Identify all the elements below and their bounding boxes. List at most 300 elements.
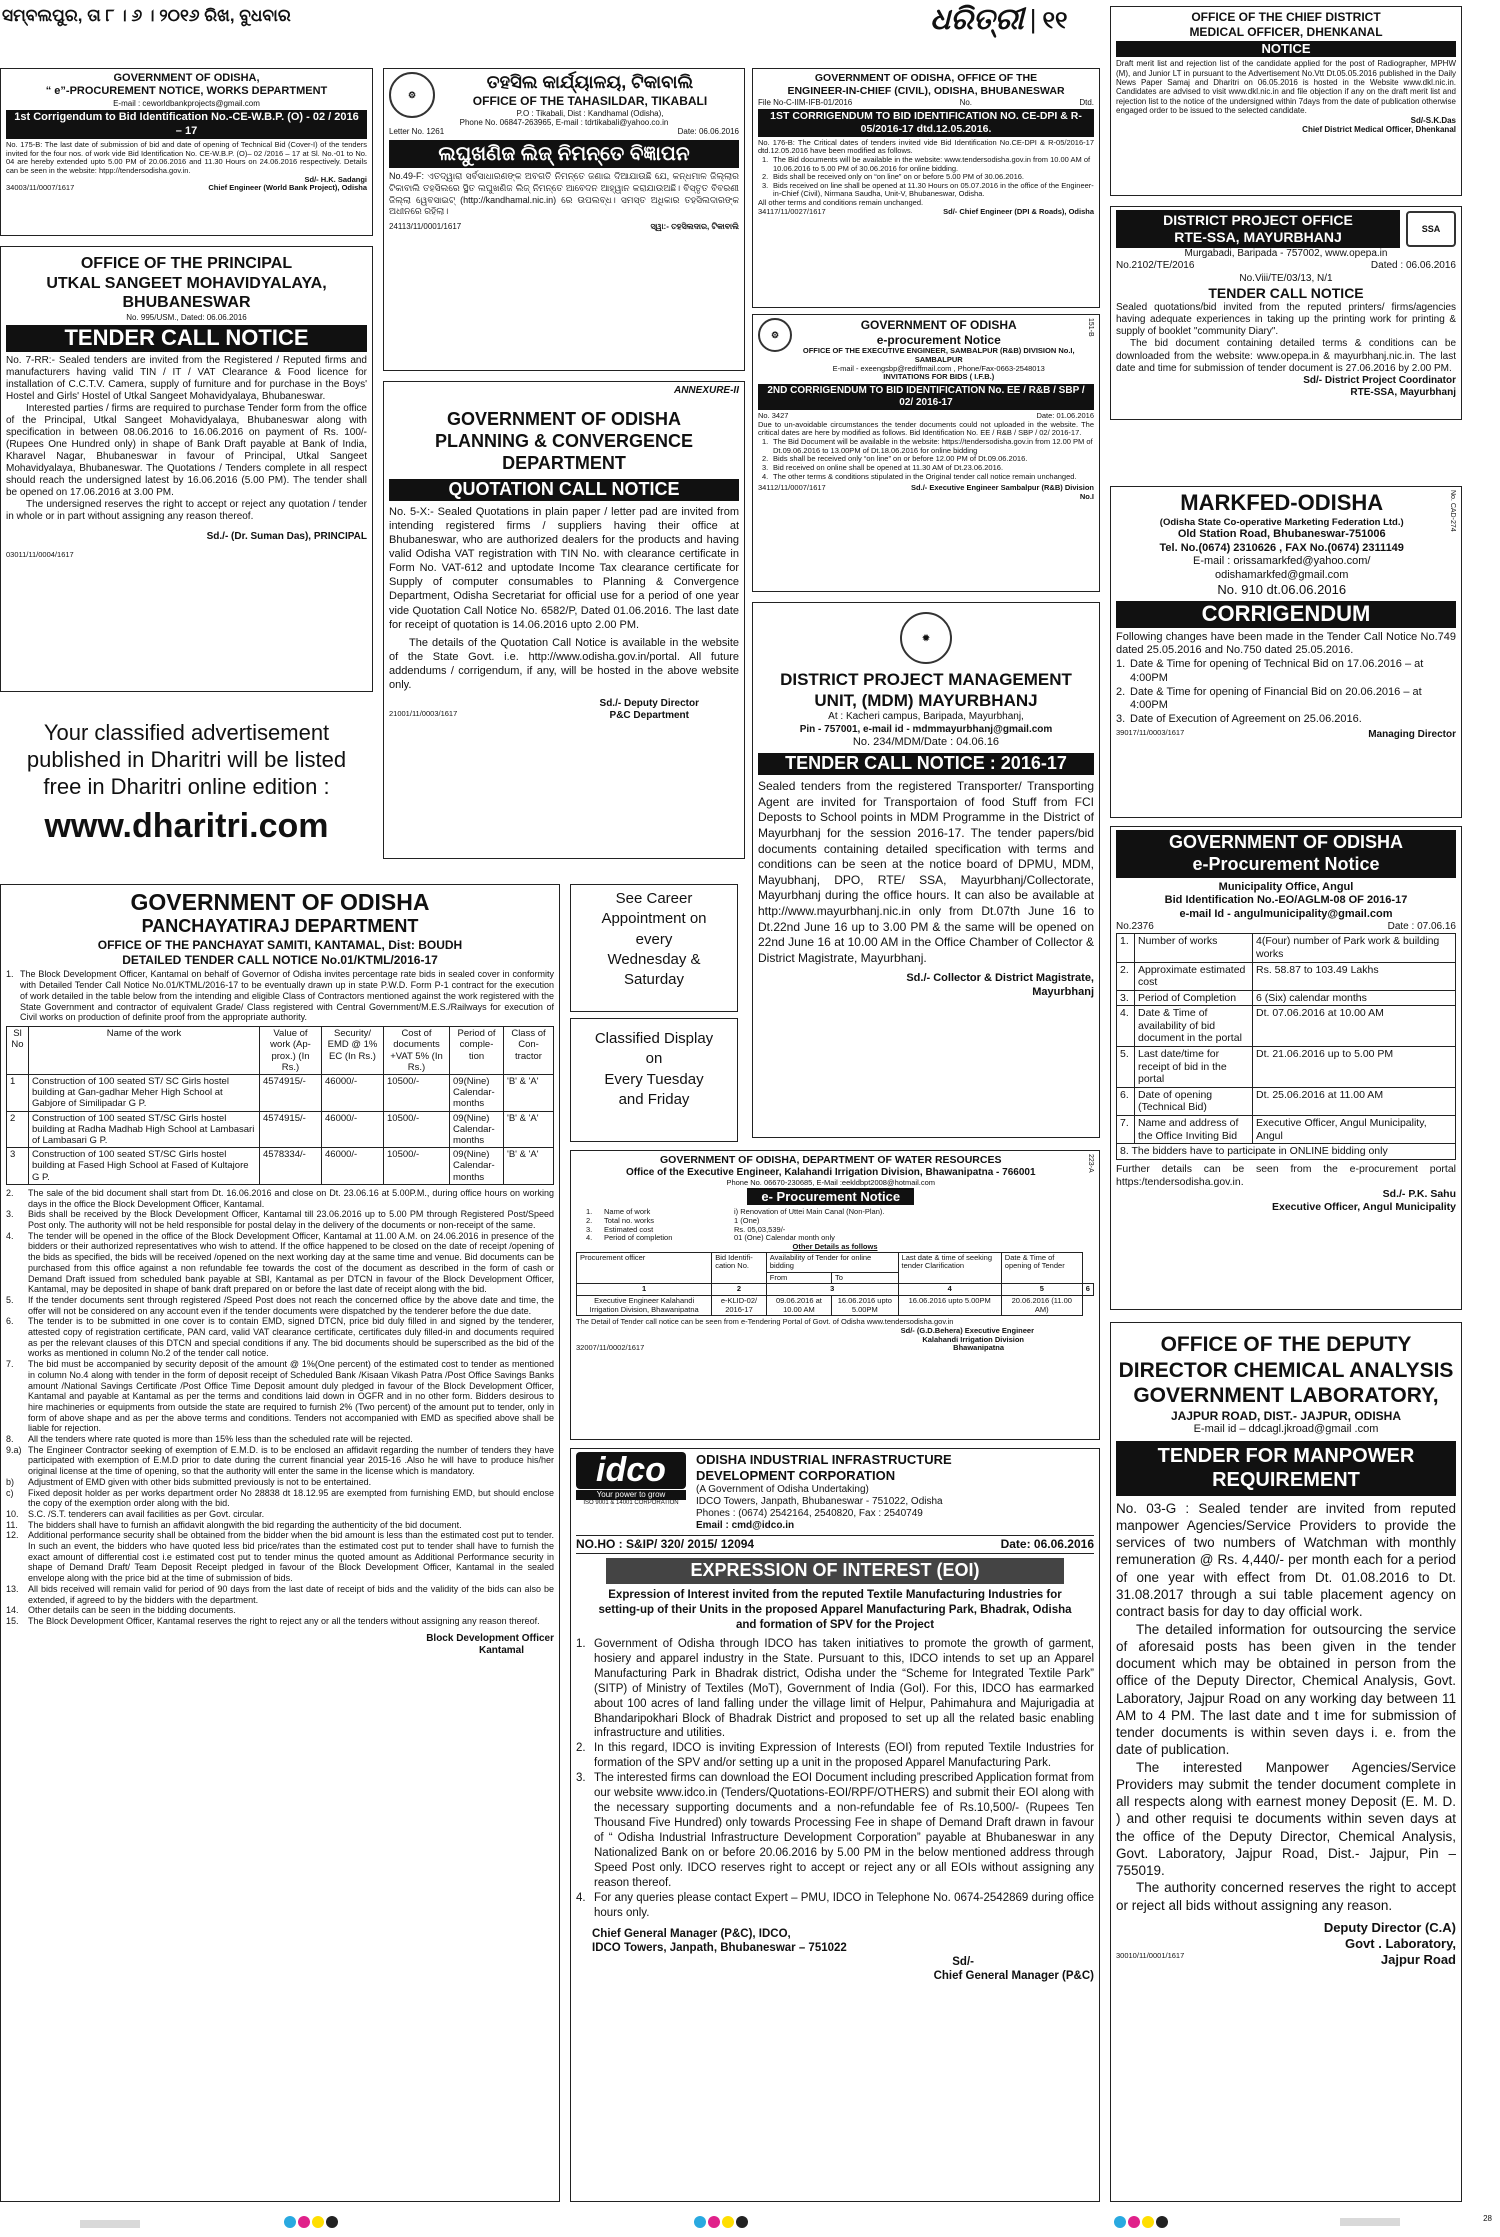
table-cell: Date & Time of availability of bid document in the portal: [1135, 1006, 1253, 1047]
ad-item: Bids shall be received only “on line” on or before 12.00 PM of Dt.09.06.2016.: [773, 454, 1028, 464]
ad-date: Date: 06.06.2016: [677, 127, 739, 137]
page-number: ୧୧: [1042, 6, 1068, 34]
table-cell: 4(Four) number of Park work & building works: [1253, 934, 1456, 962]
ad-item: Bids shall be received only on “on line” on or before 5.00 PM of 30.06.2016.: [773, 172, 1024, 182]
ad-subheading: Other Details as follows: [792, 1241, 878, 1251]
ad-email: e-mail Id - angulmunicipality@gmail.com: [1179, 907, 1393, 920]
list-item: [6, 1605, 554, 1616]
ad-address: P.O : Tikabali, Dist : Kandhamal (Odisha),: [516, 108, 664, 118]
item-text: If the tender documents sent through registered /Speed Post does not reach the concerned office by the above date and time, the offer will not be considered on any account even if the tender documents were dispatched by the tenderer before the due date.: [28, 1294, 554, 1316]
idco-cert: ISO 9001 & 14001 CORPORATION: [583, 1500, 679, 1507]
ad-signatory: Chief District Medical Officer, Dhenkanal: [1302, 125, 1456, 135]
ad-body: Sealed tenders from the registered Transporter/ Transporting Agent are invited for Transportaion of food Stuff from FCI Deposts to School points in MDM Programme in the District of Mayurbhanj for the session 2016-17. The tender papers/bid documents containing detailed specification with terms and conditions can be seen at the notice board of DPMU, MDM, Mayubhanj, DPO, RTE/ SSA, Mayurbhanj/Collectorate, Mayurbhanj during the office hours. It can also be available at http://www.mayurbhanj.nic.in only from Dt.07th June 16 to Dt.22nd June 16 up to 3.00 PM & the same will be opened on 22nd June 16 at 10.00 AM in the Office Chamber of Collector & District Magistrate, Mayurbhanj.: [758, 779, 1094, 965]
info-cell: 01 (One) Calendar month only: [734, 1233, 835, 1243]
table-cell: Date of opening (Technical Bid): [1135, 1087, 1253, 1115]
ad-title-2: PLANNING & CONVERGENCE: [434, 431, 694, 452]
works-table: [6, 1026, 554, 1185]
ad-title-3: DEPARTMENT: [502, 453, 626, 474]
promo-line-1: Your classified advertisement: [43, 720, 330, 745]
list-item: [6, 1434, 554, 1445]
ad-address-1: Chief General Manager (P&C), IDCO,: [592, 1927, 791, 1940]
ad-date: Date: 01.06.2016: [1036, 411, 1094, 421]
info-cell: Name of work: [604, 1207, 651, 1217]
ad-signatory: P&C Department: [609, 710, 689, 722]
table-header: Availability of Tender for online bidding: [766, 1252, 898, 1272]
ad-no: No. 910 dt.06.06.2016: [1217, 582, 1347, 598]
ad-contact: Phone No. 06670-230685, E-Mail :eekldbpt2008@hotmail.com: [726, 1177, 936, 1187]
emblem-icon: ✹: [900, 612, 952, 664]
ad-address: IDCO Towers, Janpath, Bhubaneswar - 751022, Odisha: [696, 1495, 943, 1507]
ad-code: 21001/11/0003/1617: [389, 709, 458, 719]
ad-item: Bids received on line shall be opened at 11.30 Hours on 05.07.2016 in the office of the Engineer-in-Chief (Civil), Nirmana Saudha, Unit-V, Bhubaneswar, Odisha.: [773, 180, 1094, 199]
ad-rtessa: [1110, 206, 1462, 420]
ad-engineer: GOVERNMENT OF ODISHA, OFFICE OF THE ENGINEER-IN-CHIEF (CIVIL), ODISHA, BHUBANESWAR File No-C-IIM-IFB-01/2016 No. Dtd. 1ST CORRIGENDUM TO BID IDENTIFICATION NO. CE-DPI & R-05/2016-17 dtd.12.05.2016. No. 176-B: The Critical dates of tenders invited vide Bid Identification No.CE-DPI & R-05/2016-17 dtd.12.05.2016 have been modified as follows. 1. The Bid documents will be available in the website: www.tendersodisha.gov.in from 10.00 AM of 10.06.2016 to 5.00 PM of 30.06.2016 for online bidding. 2. Bids shall be received only on “on line” on or before 5.00 PM of 30.06.2016. 3. Bids received on line shall be opened at 11.30 Hours on 05.07.2016 in the office of the Engineer-in-Chief (Civil), Nirmana Saudha, Unit-V, Bhubaneswar, Odisha. All other terms and conditions remain unchanged. 34117/11/0027/1617 Sd/- Chief Engineer (DPI & Roads), Odisha: [752, 68, 1100, 308]
table-cell: 2: [712, 1284, 767, 1296]
table-header: Period of comple-tion: [450, 1027, 504, 1075]
ad-title: ODISHA INDUSTRIAL INFRASTRUCTURE: [696, 1452, 952, 1467]
item-text: Additional performance security shall be obtained from the bidder when the bid amount is less than the estimated cost put to tender. In such an event, the bidders who have quoted less bid price/rates than the estimated cost put to tender shall have to furnish the exact amount of differential cost i.e estimated cost put to tender minus the quoted amount as Additional Performance security in shape of Demand Draft/ Team Deposit Receipt pledged in favour of the Block Development Officer, Kantamal in the sealed envelope along with the price bid at the time of submission of bids.: [28, 1530, 554, 1584]
table-cell: 5: [1001, 1284, 1082, 1296]
list-item: [6, 1209, 554, 1230]
table-header: Last date & time of seeking tender Clarification: [898, 1252, 1001, 1284]
ad-title: GOVERNMENT OF ODISHA,: [113, 72, 260, 84]
ad-phone: Phone No. 06847-263965, E-mail : tdrtikabali@yahoo.co.in: [459, 118, 669, 128]
ad-code: 34112/11/0007/1617: [758, 483, 826, 493]
ad-note: Further details can be seen from the e-procurement portal https:/tendersodisha.gov.in.: [1116, 1162, 1456, 1188]
ad-bar: TENDER CALL NOTICE: [6, 325, 367, 352]
ad-title-2: UTKAL SANGEET MOHAVIDYALAYA,: [46, 274, 327, 292]
item-text: Fixed deposit holder as per works department order No 28838 dt 18.12.95 are exempted from furnishing EMD, but should enclose the copy of the exemption order along with the bid.: [28, 1487, 554, 1509]
table-header: Bid Identifi-cation No.: [712, 1252, 767, 1284]
table-header: Name of the work: [29, 1027, 260, 1075]
table-row: [1117, 990, 1456, 1006]
ad-item: The Block Development Officer, Kantamal on behalf of Governor of Odisha invites percentage rate bids in sealed cover in conformity with Detailed Tender Call Notice No.01/KTML/2016-17 to be eventually drawn up in state P.W.D. Form P-1 contract for the execution of work detailed in the table below from the intending and eligible Class of Contractors mentioned against the work registered with the State Government and contractor of equivalent Grade/ Class registered with Central Government/M.E.S./Railways for execution of Civil works on production of definite proof from the appropriate authority.: [20, 969, 554, 1023]
ad-signatory: Managing Director: [1368, 728, 1456, 740]
table-cell: Construction of 100 seated ST/SC Girls hostel building at Radha Madhab High School at Lambasari of Lambasari G P.: [29, 1111, 260, 1148]
item-text: S.C. /S.T. tenderers can avail facilities as per Govt. circular.: [28, 1508, 265, 1519]
newspaper-name: ଧରିତ୍ରୀ: [930, 3, 1024, 36]
ad-sambalpur: ⚙ GOVERNMENT OF ODISHA e-procurement Notice OFFICE OF THE EXECUTIVE ENGINEER, SAMBALPUR (R&B) DIVISION No.I, SAMBALPUR E-mail - exeengsbp@rediffmail.com , Phone/Fax-0663-2548013 INVITATIONS FOR BIDS ( I.F.B.) 151-B 2ND CORRIGENDUM TO BID IDENTIFICATION No. EE / R&B / SBP / 02/ 2016-17 No. 3427 Date: 01.06.2016 Due to un-avoidable circumstances the tender documents could not uploaded in the website. The critical dates are here by modified as follows. Bid Identification No. EE / R&B / SBP / 02/ 2016-17. 1. The Bid Document will be available in the website: https://tendersodisha.gov.in from 12.00 PM of Dt.09.06.2016 to 13.00PM of Dt.18.06.2016 for online bidding 2. Bids shall be received only “on line” on or before 12.00 PM of Dt.09.06.2016. 3. Bid received on online shall be opened at 11.30 AM of Dt.23.06.2016. 4. The other terms & conditions stipulated in the Original tender call notice remain unchanged. 34112/11/0007/1617 Sd./- Executive Engineer Sambalpur (R&B) Division No.I: [752, 314, 1100, 592]
ad-intro: Following changes have been made in the Tender Call Notice No.749 dated 25.05.2016 and No.750 dated 25.05.2016.: [1116, 630, 1456, 657]
list-item: [6, 1477, 554, 1488]
list-item: [6, 1509, 554, 1520]
ad-title: OFFICE OF THE DEPUTY: [1160, 1333, 1412, 1356]
ad-date: Date : 07.06.16: [1387, 921, 1456, 933]
info-cell: 1.: [586, 1207, 593, 1217]
item-number: 5.: [6, 1294, 14, 1305]
ad-side-code: 223-A: [1087, 1154, 1094, 1173]
info-cell: Total no. works: [604, 1216, 655, 1226]
ad-mdm: [752, 602, 1100, 1138]
item-number: 6.: [6, 1316, 14, 1327]
ad-body-4: The authority concerned reserves the right to accept or reject all bids without assigning any reason.: [1116, 1880, 1456, 1913]
table-row: [7, 1111, 554, 1148]
ad-title: GOVERNMENT OF ODISHA, OFFICE OF THE: [814, 72, 1038, 84]
ad-heading: TENDER CALL NOTICE: [1208, 284, 1364, 301]
angul-details-table: [1116, 933, 1456, 1160]
ad-body-3: The interested Manpower Agencies/Service Providers may submit the tender document complete in all respects along with earnest money Deposit (E. M. D. ) and other requisi te documents within seven days at the office of the Deputy Director, Chemical Analysis, Govt. Laboratory, Jajpur Road, Dist.- Jajpur, Pin – 755019.: [1116, 1759, 1456, 1879]
item-text: All the tenders where rate quoted is more than 15% less than the scheduled rate will be rejected.: [28, 1434, 413, 1445]
print-page-no: 28: [1483, 2214, 1492, 2223]
promo-url[interactable]: www.dharitri.com: [44, 807, 329, 846]
ad-title-odia: ତହସିଲ କାର୍ଯ୍ୟାଳୟ, ଟିକାବାଲି: [486, 72, 694, 92]
table-cell: 3: [7, 1148, 29, 1185]
ad-body: No. 175-B: The last date of submission of bid and date of opening of Technical Bid (Cover-I) of the tenders invited for the four nos. of work vide Bid Identification No. CE-W.B.P. (O)– 02 /2016 – 17 at Sl. No.-01 to No. 04 are hereby extended upto 5.00 PM of 20.06.2016 and 11.30 Hours on 24.06.2016 respectively. Details can be seen in the website: htpp://tendersodisha.gov.in.: [6, 140, 367, 175]
ad-signature: Sd/-S.K.Das: [1410, 115, 1456, 125]
ad-idco: [570, 1448, 1100, 2202]
ad-signatory-2: Bhawanipatna: [953, 1343, 1004, 1353]
ad-no: No. 234/MDM/Date : 04.06.16: [852, 735, 1000, 748]
item-text: The interested firms can download the EOI Document including prescribed Application format from our website www.idco.in (Tenders/Quotations-EOI/RPF/OTHERS) and submit their EOI along with the necessary supporting documents and a non-refundable fee of Rs.10,500/- (Rupees Ten Thousand Five Hundred) only towards Processing Fee in shape of Demand Draft drawn in favour of “ Odisha Industrial Infrastructure Development Corporation” payable at Bhubaneswar in any Nationalized Bank on or before 20.06.2016 by 5.00 PM in the below mentioned address through Speed Post only. IDCO reserves right to accept or reject any or all EOIs without assigning any reason thereof.: [594, 1772, 1094, 1889]
table-cell: Dt. 25.06.2016 at 11.00 AM: [1253, 1087, 1456, 1115]
career-line: Saturday: [623, 971, 685, 988]
ad-title: GOVERNMENT OF ODISHA: [860, 318, 1017, 332]
ad-subtitle: “ e”-PROCUREMENT NOTICE, WORKS DEPARTMENT: [45, 85, 328, 98]
ad-title-2: DEVELOPMENT CORPORATION: [696, 1467, 896, 1483]
ad-body: No. 7-RR:- Sealed tenders are invited from the Registered / Reputed firms and manufacturers having valid TIN / IT / VAT Clearance & Food licence for installation of C.C.T.V. Camera, supply of furniture and for purchase in the Boys' Hostel and Girls' Hostel of Utkal Sangeet Mohavidyalaya, Bhubaneswar.: [6, 354, 367, 402]
career-line: Wednesday &: [607, 950, 701, 968]
ad-body: No.49-F: ଏତଦ୍ୱାରା ସର୍ବସାଧାରଣଙ୍କ ଅବଗତି ନିମନ୍ତେ ଜଣାଇ ଦିଆଯାଉଛି ଯେ, କନ୍ଧମାଳ ଜିଲ୍ଲାର ଟିକାବାଲି ତହସିଲରେ ସ୍ଥିତ ଲଘୁଖଣିଜ ଲିଜ୍ ନିମନ୍ତେ ଆବେଦନ ଆହ୍ୱାନ କରାଯାଉଅଛି। ବିସ୍ତୃତ ବିବରଣୀ ଜିଲ୍ଲା ୱେବସାଇଟ୍ (http://kandhamal.nic.in) ରେ ଉପଲବ୍ଧ। ସମସ୍ତ ଅଧିକାର ତହସିଲଦାରଙ୍କ ଅଧୀନରେ ରହିଲା।: [389, 171, 739, 217]
registration-marks-icon: [0, 2208, 1500, 2237]
classified-line: Every Tuesday: [604, 1070, 704, 1088]
list-item: [6, 1445, 554, 1477]
ad-signature: Sd/-: [952, 1955, 974, 1968]
ad-signatory: Sd./- Executive Engineer Sambalpur (R&B) Division No.I: [911, 483, 1094, 501]
table-cell: 1: [7, 1075, 29, 1112]
ad-code: 39017/11/0003/1617: [1116, 727, 1185, 737]
promo-line-2: published in Dharitri will be listed: [26, 746, 347, 772]
table-cell: 2: [7, 1111, 29, 1148]
list-item: [576, 1637, 1094, 1742]
ad-title-3: GOVERNMENT LABORATORY,: [1133, 1384, 1439, 1408]
table-cell: Construction of 100 seated ST/ SC Girls hostel building at Gan-gadhar Meher High School at Gabjore of Similipadar G P.: [29, 1075, 260, 1112]
idco-tagline: Your power to grow: [576, 1490, 686, 1500]
table-cell: Last date/time for receipt of bid in the portal: [1135, 1047, 1253, 1088]
ad-title-2: DIRECTOR CHEMICAL ANALYSIS: [1118, 1358, 1454, 1382]
ad-title: OFFICE OF THE CHIEF DISTRICT: [1191, 10, 1381, 24]
classified-line: Classified Display: [594, 1030, 714, 1047]
career-line: See Career: [615, 890, 693, 907]
table-cell: Name and address of the Office Inviting Bid: [1135, 1116, 1253, 1144]
list-item: [576, 1741, 1094, 1771]
table-row: 8. The bidders have to participate in ONLINE bidding only: [1117, 1144, 1456, 1160]
career-boxes: [570, 884, 738, 1144]
table-cell: 20.06.2016 (11.00 AM): [1001, 1296, 1082, 1316]
table-cell: 5.: [1117, 1047, 1135, 1088]
item-number: 13.: [6, 1583, 19, 1594]
ad-item: The Bid Document will be available in the website: https://tendersodisha.gov.in from 12.00 PM of Dt.09.06.2016 to 13.00PM of Dt.18.06.2016 for online bidding: [773, 437, 1093, 455]
ad-side-code: No. CAD-274: [1449, 490, 1456, 532]
table-cell: Approximate estimated cost: [1135, 962, 1253, 990]
ad-address: Murgabadi, Baripada - 757002, www.opepa.in: [1184, 248, 1388, 260]
ad-subtitle: PANCHAYATIRAJ DEPARTMENT: [141, 916, 419, 937]
ad-note: The Detail of Tender call notice can be seen from e-Tendering Portal of Govt. of Odisha www.tendersodisha.gov.in: [576, 1317, 954, 1327]
info-row: [586, 1217, 1094, 1226]
table-cell: 1: [577, 1284, 712, 1296]
ad-signature: Sd/- District Project Coordinator: [1303, 374, 1456, 386]
list-item: [6, 1530, 554, 1584]
table-cell: Dt. 07.06.2016 at 10.00 AM: [1253, 1006, 1456, 1047]
table-cell: Construction of 100 seated ST/SC Girls hostel building at Fased High School at Fased of Kultajore G P.: [29, 1148, 260, 1185]
item-number: 9.a): [6, 1444, 22, 1455]
table-cell: Rs. 58.87 to 103.49 Lakhs: [1253, 962, 1456, 990]
table-cell: 6: [1082, 1284, 1093, 1296]
table-cell: 6.: [1117, 1087, 1135, 1115]
table-cell: 10500/-: [384, 1148, 450, 1185]
item-number: 1.: [576, 1637, 586, 1650]
ad-email: E-mail : orissamarkfed@yahoo.com/: [1193, 555, 1371, 568]
ad-bid-id: Bid Identification No.-EO/AGLM-08 OF 2016-17: [1164, 894, 1408, 907]
ad-title: DISTRICT PROJECT MANAGEMENT: [780, 670, 1072, 689]
table-cell: 4574915/-: [260, 1111, 322, 1148]
table-cell: 1.: [1117, 934, 1135, 962]
ad-sangeet: [0, 246, 373, 692]
ad-bar: TENDER CALL NOTICE : 2016-17: [758, 753, 1094, 775]
ad-contact: E-mail - exeengsbp@rediffmail.com , Phone/Fax-0663-2548013: [832, 363, 1045, 373]
table-cell: 46000/-: [322, 1111, 384, 1148]
ad-signatory-3: Jajpur Road: [1380, 1951, 1456, 1967]
list-item: [6, 1316, 554, 1359]
ad-intro: Due to un-avoidable circumstances the tender documents could not uploaded in the website. The critical dates are here by modified as follows. Bid Identification No. EE / R&B / SBP / 02/ 2016-17.: [758, 419, 1094, 438]
ad-tahasil: [383, 68, 745, 371]
print-registration-marks: [0, 2208, 1500, 2237]
list-item: [6, 1584, 554, 1605]
table-cell: 46000/-: [322, 1148, 384, 1185]
item-text: Adjustment of EMD given with other bids submitted previously is not to be entertained.: [28, 1476, 372, 1487]
table-row: [1117, 1087, 1456, 1115]
ad-panchayat: GOVERNMENT OF ODISHA PANCHAYATIRAJ DEPARTMENT OFFICE OF THE PANCHAYAT SAMITI, KANTAMAL, Dist: BOUDH DETAILED TENDER CALL NOTICE No.01/KTML/2016-17 1. The Block Development Officer, Kantamal on behalf of Governor of Odisha invites percentage rate bids in sealed cover in conformity with Detailed Tender Call Notice No.01/KTML/2016-17 to be eventually drawn up in state P.W.D. Form P-1 contract for the execution of work detailed in the table below from the intending and eligible Class of Contractors mentioned against the work registered with the State Government and contractor of equivalent Grade/ Class registered with Central Government/M.E.S./Railways for execution of Civil works on production of definite proof from the appropriate authority. Sl No Name of the work Value of work (Ap-prox.) (In Rs.) Security/ EMD @ 1% EC (In Rs.) Cost of documents +VAT 5% (In Rs.) Period of comple-tion Class of Con-tractor 1 Construction of 100 seated ST/ SC Girls hostel building at Gan-gadhar Meher High School at Gabjore of Similipadar G P. 4574915/- 46000/- 10500/- 09(Nine) Calendar-months 'B' & 'A' 2 Construction of 100 seated ST/SC Girls hostel building at Radha Madhab High School at Lambasari of Lambasari G P. 4574915/- 46000/- 10500/- 09(Nine) Calendar-months 'B' & 'A' 3 Construction of 100 seated ST/SC Girls hostel building at Fased High School at Fased of Kultajore G P. 4578334/- 46000/- 10500/- 09(Nine) Calendar-months 'B' & 'A' 2. The sale of the bid document shall start from Dt. 16.06.2016 and close on Dt. 23.06.16 at 5.00P.M., during office hours on working days in the office the Block Development Officer, Kantamal. 3. Bids shall be received by the Block Development Officer, Kantamal till 23.06.2016 up to 5.00 PM through Registered Post/Speed Post only. The authority will not be held responsible for postal delay in the delivery of the documents or non-receipt of the same. 4. The tender will be opened in the office of the Block Development Officer, Kantamal at 11.00 A.M. on 24.06.2016 in presence of the bidders or their authorized representatives who wish to attend. If the office happened to be closed on the date of receipt /opening of the bids as specified, the bids will be received /opened on the next working day at the same time and venue. Bid documents can be purchased from this office against a non refundable fee towards the cost of the document as described in the form of cash or Demand Draft issued from scheduled bank payable at SBI, Kantamal as per DTCN in favour of the Block Development Officer, Kantamal, may be deposited in shape of bank draft prepared on or before the last date of receipt along with the bid. 5. If the tender documents sent through registered /Speed Post does not reach the concerned office by the above date and time, the offer will not be considered on any account even if the tender documents were dispatched by the tenderer before the due date. 6. The tender is to be submitted in one cover is to contain EMD, signed DTCN, price bid duly filled in and signed by the tenderer, attested copy of registration certificate, PAN card, valid VAT clearance certificate, certificates duly filled-in and documents required as per the relevant clauses of this DTCN and special conditions if any. The bid documents should be superscribed as the bid of the works as mentioned in column No.2 of the tender call notice. 7. The bid must be accompanied by security deposit of the amount @ 1%(One percent) of the estimated cost to tender as mentioned in column No.4 along with tender in the form of deposit receipt of Scheduled Bank /Kisaan Vikash Patra /Post Office Savings Banks amount /National Savings Certificate /Post Office Time Deposit amount duly pledged in favour of the Block Development Officer, Kantamal and payable at Kantamal as per the terms and conditions laid down in OGFR and in no other form. Bidders desirous to hire machineries or equipments from outside the state are required to furnish 2% (Two percent) of the amount put to tender, only in form of above shape and as per the above terms and conditions. Tenders not accompanied with EMD as specified above shall be liable for rejection. 8. All the tenders where rate quoted is more than 15% less than the scheduled rate will be rejected. 9.a) The Engineer Contractor seeking of exemption of E.M.D. is to be enclosed an affidavit regarding the number of tenders they have participated with exemption of E.M.D prior to date during the current financial year 2015-16 .Also he will have to produce his/her original license at the time of opening, so that the authority will enter the same in the license which is mandatory. b) Adjustment of EMD given with other bids submitted previously is not to be entertained. c) Fixed deposit holder as per works department order No 28838 dt 18.12.95 are exempted from furnishing EMD, but should enclose the copy of the exemption order along with the bid. 10. S.C. /S.T. tenderers can avail facilities as per Govt. circular. 11. The bidders shall have to furnish an affidavit alongwith the bid regarding the authenticity of the bid document. 12. Additional performance security shall be obtained from the bidder when the bid amount is less than the estimated cost put to tender. In such an event, the bidders who have quoted less bid price/rates than the estimated cost put to tender shall have to furnish the exact amount of differential cost i.e estimated cost put to tender minus the quoted amount as Additional Performance security in shape of Demand Draft/ Team Deposit Receipt pledged in favour of the Block Development Officer, Kantamal in the sealed envelope along with the price bid at the time of submission of bids. 13. All bids received will remain valid for period of 90 days from the last date of receipt of bids and the validity of the bids can also be extended, if agreed to by the bidders with the department. 14. Other details can be seen in the bidding documents. 15. The Block Development Officer, Kantamal reserves the right to reject any or all the tenders without assigning any reason thereof. Block Development Officer Kantamal: [0, 884, 560, 2202]
item-text: In this regard, IDCO is inviting Expression of Interests (EOI) from reputed Textile Industries for formation of the SPV and/or setting up a unit in the proposed Apparel Manufacturing Park.: [594, 1742, 1094, 1770]
ad-bar: ଲଘୁଖଣିଜ ଲିଜ୍ ନିମନ୍ତେ ବିଜ୍ଞାପନ: [389, 140, 739, 168]
ad-ref: No. 995/USM., Dated: 06.06.2016: [126, 312, 247, 322]
ad-worldbank: [0, 68, 373, 236]
career-line: Appointment on: [601, 910, 707, 928]
ad-no: No. 3427: [758, 411, 789, 421]
table-cell: Executive Officer, Angul Municipality, Angul: [1253, 1116, 1456, 1144]
table-header: Date & Time of opening of Tender: [1001, 1252, 1082, 1284]
career-line: every: [635, 930, 673, 948]
ad-date: Dated : 06.06.2016: [1370, 260, 1456, 272]
item-number: c): [6, 1487, 14, 1498]
ad-signature: Sd./- Deputy Director: [599, 698, 699, 710]
item-number: 15.: [6, 1616, 19, 1626]
table-cell: 'B' & 'A': [504, 1111, 554, 1148]
idco-logo-icon: idco: [576, 1452, 686, 1489]
table-header: To: [832, 1272, 899, 1284]
ad-subtitle: MEDICAL OFFICER, DHENKANAL: [1189, 24, 1383, 39]
list-item: [6, 1520, 554, 1531]
ad-signature: Sd./- Collector & District Magistrate,: [906, 972, 1094, 985]
item-number: 2.: [576, 1742, 586, 1755]
ad-address: JAJPUR ROAD, DIST.- JAJPUR, ODISHA: [1170, 1408, 1402, 1423]
item-text: The Block Development Officer, Kantamal reserves the right to reject any or all the tenders without assigning any reason thereof.: [28, 1616, 540, 1626]
ad-subtitle: (Odisha State Co-operative Marketing Federation Ltd.): [1159, 516, 1404, 528]
ad-item: Date & Time for opening of Technical Bid on 17.06.2016 – at 4:00PM: [1130, 658, 1424, 684]
ssa-logo-icon: SSA: [1406, 211, 1456, 247]
ad-subtitle: ENGINEER-IN-CHIEF (CIVIL), ODISHA, BHUBANESWAR: [787, 84, 1065, 97]
ad-signatory: Kalahandi Irrigation Division: [922, 1334, 1024, 1344]
info-cell: Rs. 05,03,539/-: [734, 1224, 786, 1234]
ad-signature: Sd/- (G.D.Behera) Executive Engineer: [900, 1325, 1034, 1335]
ad-subtitle: RTE-SSA, MAYURBHANJ: [1174, 229, 1342, 246]
info-cell: 3.: [586, 1224, 593, 1234]
table-header: Security/ EMD @ 1% EC (In Rs.): [322, 1027, 384, 1075]
table-cell: Executive Engineer Kalahandi Irrigation Division, Bhawanipatna: [577, 1296, 712, 1316]
table-header: From: [766, 1272, 831, 1284]
ad-no: No.2376: [1116, 921, 1154, 933]
table-cell: 09(Nine) Calendar-months: [450, 1148, 504, 1185]
ad-signatory: Chief General Manager (P&C): [933, 1969, 1094, 1982]
ad-code: 24113/11/0001/1617: [389, 222, 462, 232]
item-number: 8.: [6, 1434, 14, 1445]
ad-markfed: MARKFED-ODISHA (Odisha State Co-operative Marketing Federation Ltd.) Old Station Road, Bhubaneswar-751006 Tel. No.(0674) 2310626 , FAX No.(0674) 2311149 E-mail : orissamarkfed@yahoo.com/ odishamarkfed@gmail.com No. 910 dt.06.06.2016 No. CAD-274 CORRIGENDUM Following changes have been made in the Tender Call Notice No.749 dated 25.05.2016 and No.750 dated 25.05.2016. 1. Date & Time for opening of Technical Bid on 17.06.2016 – at 4:00PM 2. Date & Time for opening of Financial Bid on 20.06.2016 – at 4:00PM 3. Date of Execution of Agreement on 25.06.2016. 39017/11/0003/1617 Managing Director: [1110, 486, 1462, 818]
item-text: The bidders shall have to furnish an affidavit alongwith the bid regarding the authenticity of the bid document.: [28, 1519, 462, 1530]
dateline: ସମ୍ବଲପୁର, ତା ୮ । ୬ । ୨୦୧୬ ରିଖ, ବୁଧବାର: [2, 6, 291, 25]
ad-contact: Pin - 757001, e-mail id - mdmmayurbhanj@gmail.com: [799, 723, 1053, 735]
ad-signature: Sd./- P.K. Sahu: [1382, 1188, 1456, 1201]
ad-office: Municipality Office, Angul: [1218, 880, 1354, 893]
ad-subtitle: e-Procurement Notice: [1192, 853, 1380, 874]
ad-title: GOVERNMENT OF ODISHA: [130, 889, 430, 915]
ad-item: Date of Execution of Agreement on 25.06.2016.: [1130, 713, 1362, 726]
ad-title: GOVERNMENT OF ODISHA: [446, 409, 681, 430]
ad-signatory-2: Govt . Laboratory,: [1345, 1935, 1456, 1951]
item-text: The tender will be opened in the office of the Block Development Officer, Kantamal at 11.00 A.M. on 24.06.2016 in presence of the bidders or their authorized representatives who wish to attend. If the office happened to be closed on the date of receipt /opening of the bids as specified, the bids will be received /opened on the next working day at the same time and venue. Bid documents can be purchased from this office against a non refundable fee towards the cost of the document as described in the form of cash or Demand Draft issued from scheduled bank payable at SBI, Kantamal as per DTCN in favour of the Block Development Officer, Kantamal, may be deposited in shape of bank draft prepared on or before the last date of receipt along with the bid.: [28, 1230, 554, 1295]
info-cell: Estimated cost: [604, 1224, 654, 1234]
list-item: [6, 1295, 554, 1316]
ad-lab: [1110, 1322, 1462, 2202]
classified-line: on: [645, 1050, 663, 1068]
ad-email: Email : cmd@idco.in: [696, 1520, 795, 1532]
ad-file-no: File No-C-IIM-IFB-01/2016: [758, 97, 853, 107]
emblem-icon: ⚙: [758, 318, 792, 352]
ad-address: Old Station Road, Bhubaneswar-751006: [1177, 528, 1386, 541]
info-cell: Period of completion: [604, 1233, 673, 1243]
ad-body-3: The undersigned reserves the right to accept or reject any quotation / tender in whole or in part without assigning any reason thereof.: [6, 498, 367, 522]
table-cell: 6 (Six) calendar months: [1253, 990, 1456, 1006]
ad-signatory: Sd/- Chief Engineer (DPI & Roads), Odisha: [943, 206, 1094, 216]
ad-lead: Expression of Interest invited from the reputed Textile Manufacturing Industries for setting-up of their Units in the proposed Apparel Manufacturing Park, Bhadrak, Odisha and formation of SPV for the Project: [598, 1589, 1072, 1631]
ad-item: The Bid documents will be available in the website: www.tendersodisha.gov.in from 10.00 AM of 10.06.2016 to 5.00 PM of 30.06.2016 for online bidding.: [773, 154, 1091, 173]
table-cell: 10500/-: [384, 1111, 450, 1148]
ad-phone: Phones : (0674) 2542164, 2540820, Fax : 2540749: [696, 1508, 923, 1520]
table-cell: 09.06.2016 at 10.00 AM: [766, 1296, 831, 1316]
ad-email: E-mail id – ddcagl.jkroad@gmail .com: [1193, 1423, 1379, 1436]
list-item: [6, 1488, 554, 1509]
item-number: 3.: [576, 1772, 586, 1785]
table-cell: 09(Nine) Calendar-months: [450, 1111, 504, 1148]
item-number: 14.: [6, 1605, 19, 1616]
table-row: [7, 1075, 554, 1112]
ad-body: No. 5-X:- Sealed Quotations in plain paper / letter pad are invited from intending registered firms / suppliers having their office at Bhubaneswar, who are authorized dealers for the products and having valid Odisha VAT registration with TIN No. with clearance certificate in Form No. VAT-612 and uptodate Income Tax clearance certificate for Supply of computer consumables to Planning & Convergence Department, Odisha Secretariat for official use for a period of one year vide Quotation Call Notice No. 6582/P, Dated 01.06.2016. The last date for receipt of quotation is 14.06.2016 upto 2.00 PM.: [389, 506, 739, 631]
ad-angul: [1110, 826, 1462, 1310]
item-text: Government of Odisha through IDCO has taken initiatives to promote the growth of garment, hosiery and apparel industry in the State. Pursuant to this, IDCO intends to set up an Apparel Manufacturing Park in Bhadrak district, Odisha under the “Scheme for Integrated Textile Park” (SITP) of Ministry of Textiles (MoT), Government of India (GoI). For this, IDCO has earmarked about 100 acres of land falling under the village limit of Helpur, Pahimahura and Majurigadia at Bhandaripokhari Block of Bhadrak District and proposed to set up all the related basic enabling infrastructure and utilities.: [594, 1637, 1094, 1740]
table-cell: 'B' & 'A': [504, 1075, 554, 1112]
item-number: b): [6, 1476, 15, 1487]
item-number: 4.: [6, 1230, 14, 1241]
item-number: 12.: [6, 1530, 19, 1541]
ad-code: 03011/11/0004/1617: [6, 550, 74, 559]
ad-signatory-2: Kantamal: [478, 1644, 524, 1656]
ad-code: 30010/11/0001/1617: [1116, 1950, 1185, 1960]
table-header: Procurement officer: [577, 1252, 712, 1284]
ad-address-2: IDCO Towers, Janpath, Bhubaneswar – 751022: [592, 1941, 847, 1954]
ad-code: 34117/11/0027/1617: [758, 206, 826, 216]
ad-body: Draft merit list and rejection list of the candidate applied for the post of Radiographer, MPHW (M), and Junior LT in pursuant to the Advertisement No.Vtt Dt.05.05.2016 published in the Daily News Paper Samaj and Dharitri on 06.05.2016 is hosted in the Website www.dkl.nic.in. Candidates are advised to visit www.dkl.nic.in and file objection if any on the draft merit list and rejection list to the notice of the undersigned within 7days from the date of publication otherwise engaged order to be issued to the selected candidate.: [1116, 59, 1456, 116]
ad-office: OFFICE OF THE EXECUTIVE ENGINEER, SAMBALPUR (R&B) DIVISION No.I, SAMBALPUR: [802, 346, 1075, 364]
table-row: [7, 1148, 554, 1185]
water-table: [576, 1252, 1094, 1317]
ad-body-2: The bid document containing detailed terms & conditions can be downloaded from the website: www.opepa.in & mayurbhanj.nic.in. The last date and time for submission of tender document is 27.06.2016 by 2.00 PM.: [1116, 338, 1456, 374]
ad-planning: [383, 381, 745, 859]
item-text: Other details can be seen in the bidding documents.: [28, 1605, 236, 1616]
table-row: [1117, 1047, 1456, 1088]
table-cell: e-KLID-02/ 2016-17: [712, 1296, 767, 1316]
ad-letter-no: Letter No. 1261: [389, 127, 445, 137]
classified-line: and Friday: [618, 1090, 690, 1108]
item-number: 4.: [576, 1891, 586, 1904]
table-cell: 4578334/-: [260, 1148, 322, 1185]
table-cell: Period of Completion: [1135, 990, 1253, 1006]
ad-footer-note: All other terms and conditions remain unchanged.: [758, 198, 924, 207]
ad-signatory: Executive Officer, Angul Municipality: [1272, 1201, 1456, 1214]
list-item: [576, 1771, 1094, 1891]
ad-bar: 1ST CORRIGENDUM TO BID IDENTIFICATION NO. CE-DPI & R-05/2016-17 dtd.12.05.2016.: [758, 109, 1094, 137]
table-row: [1117, 934, 1456, 962]
table-cell: Number of works: [1135, 934, 1253, 962]
ad-annexure: ANNEXURE-II: [673, 385, 739, 396]
item-text: All bids received will remain valid for period of 90 days from the last date of receipt of bids and the validity of the bids can also be extended, if agreed to by the bidders with the department.: [28, 1583, 554, 1605]
ad-bar: 1st Corrigendum to Bid Identification No.-CE-W.B.P. (O) - 02 / 2016 – 17: [6, 110, 367, 139]
ad-title: OFFICE OF THE TAHASILDAR, TIKABALI: [472, 93, 708, 108]
ad-title: MARKFED-ODISHA: [1180, 490, 1384, 515]
item-number: 11.: [6, 1519, 18, 1530]
table-row: [1117, 1116, 1456, 1144]
ad-body-2: Interested parties / firms are required to purchase Tender form from the office of the Principal, Utkal Sangeet Mohavidyalaya, Bhubaneswar along with specification in between 08.06.2016 to 16.06.2016 on payment of Rs. 100/- (Rupees One Hundred only) in shape of Bank Draft payable at Bank of India, Kharavel Nagar, Bhubaneswar in favour of Principal, Utkal Sangeet Mohavidyalaya, Bhubaneswar. The Quotations / Tenders complete in all respect should reach the undersigned latest by 16.06.2016 (5.00 PM). The tender shall be opened on 17.06.2016 at 3.00 PM.: [6, 402, 367, 498]
table-cell: 2.: [1117, 962, 1135, 990]
ad-date: Date: 06.06.2016: [1000, 1537, 1094, 1552]
emblem-icon: ⚙: [389, 72, 435, 118]
info-cell: 1 (One): [734, 1216, 760, 1226]
ad-email-2: odishamarkfed@gmail.com: [1215, 568, 1349, 581]
ad-dmo: [1110, 6, 1462, 196]
ad-code: 32007/11/0002/1617: [576, 1343, 645, 1353]
ad-bar: NOTICE: [1116, 41, 1456, 57]
table-cell: 3: [766, 1284, 898, 1296]
info-cell: i) Renovation of Uttei Main Canal (Non-Plan).: [734, 1207, 885, 1217]
ad-phone: Tel. No.(0674) 2310626 , FAX No.(0674) 2311149: [1159, 541, 1404, 554]
ad-email: E-mail : ceworldbankprojects@gmail.com: [113, 98, 260, 108]
ad-title: OFFICE OF THE PRINCIPAL: [80, 255, 293, 272]
item-text: For any queries please contact Expert – PMU, IDCO in Telephone No. 0674-2542869 during office hours only.: [594, 1891, 1094, 1919]
ad-signatory: Chief Engineer (World Bank Project), Odisha: [208, 183, 367, 193]
list-item: [6, 1188, 554, 1209]
info-cell: 4.: [586, 1233, 593, 1243]
ad-signatory: Sd./- (Dr. Suman Das), PRINCIPAL: [206, 530, 367, 542]
list-item: [6, 1359, 554, 1434]
item-text: The Engineer Contractor seeking of exemption of E.M.D. is to be enclosed an affidavit regarding the number of tenders they have participated with exemption of E.M.D prior to date during the current financial year 2015-16 .Also he will have to produce his/her original license at the time of opening, so that the authority will enter the same in the license which is mandatory.: [28, 1444, 554, 1477]
table-cell: 4574915/-: [260, 1075, 322, 1112]
info-row: [586, 1208, 1094, 1217]
ad-no: No.: [959, 97, 973, 107]
ad-body: No. 03-G : Sealed tender are invited from reputed manpower Agencies/Service Providers to provide the services of two numbers of Watchman with monthly remuneration @ Rs. 4,440/- per month each for a period of one year with effect from Dt. 01.08.2016 to Dt. 31.08.2017 through a sui table placement agency on contract basis for day to day official work.: [1116, 1500, 1456, 1620]
ad-title: DISTRICT PROJECT OFFICE: [1163, 212, 1353, 228]
promo-dharitri: [0, 720, 373, 870]
item-number: 3.: [6, 1209, 14, 1220]
ad-bar: e- Procurement Notice: [747, 1188, 914, 1206]
table-cell: 09(Nine) Calendar-months: [450, 1075, 504, 1112]
ad-body: Sealed quotations/bid invited from the reputed printers/ firms/agencies having adequate experiences in taking up the printing work for printing & supply of booklet "community Diary".: [1116, 301, 1456, 338]
